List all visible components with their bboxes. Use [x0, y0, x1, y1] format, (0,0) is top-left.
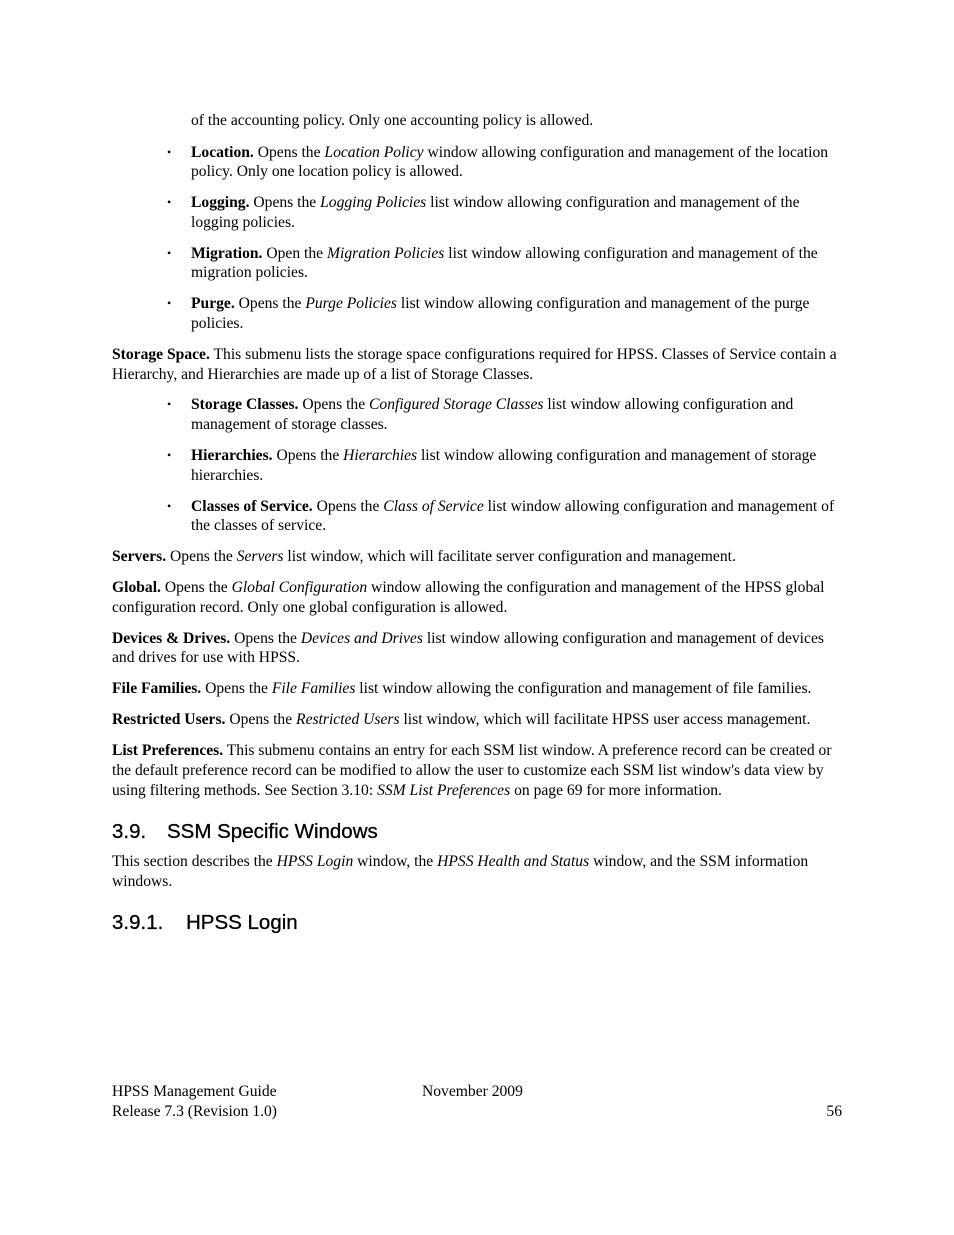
- section-number: 3.9.: [112, 820, 147, 844]
- window-name: Configured Storage Classes: [369, 396, 544, 414]
- list-item: [191, 395, 847, 434]
- paragraph-text: Opens the: [166, 548, 237, 566]
- paragraph-text: This section describes the: [112, 853, 277, 871]
- item-text: list window allowing configuration and management of the logging policies.: [191, 194, 800, 231]
- item-term: Classes of Service.: [191, 497, 313, 515]
- section-reference: SSM List Preferences: [377, 781, 511, 799]
- window-name: Purge Policies: [305, 295, 398, 313]
- storage-bullet-list: [112, 395, 847, 535]
- paragraph-text: window, and the SSM information windows.: [112, 853, 809, 890]
- item-term: Migration.: [191, 244, 263, 262]
- item-text: Opens the: [234, 295, 306, 313]
- paragraph-term: File Families.: [112, 680, 202, 698]
- storage-space-paragraph: [112, 345, 847, 384]
- restricted-users-paragraph: [112, 710, 847, 730]
- item-term: Logging.: [191, 194, 250, 212]
- document-body: [112, 111, 847, 943]
- item-term: Hierarchies.: [191, 447, 273, 465]
- section-number: 3.9.1.: [112, 911, 164, 935]
- paragraph-text: This submenu lists the storage space configurations required for HPSS. Classes of Service contain a Hierarchy, and Hierarchies are made up of a list of Storage Classes.: [112, 345, 837, 383]
- item-text: list window allowing configuration and management of storage classes.: [191, 396, 794, 434]
- window-name: Servers: [236, 548, 284, 566]
- item-text: window allowing configuration and management of the location policy. Only one location policy is allowed.: [191, 143, 829, 181]
- item-text: Opens the: [298, 396, 370, 414]
- window-name: HPSS Login: [276, 853, 354, 871]
- list-item: [191, 497, 847, 536]
- section-title: SSM Specific Windows: [167, 820, 378, 844]
- paragraph-text: list window allowing configuration and management of devices and drives for use with HPSS.: [112, 629, 824, 667]
- paragraph-text: Opens the: [160, 579, 232, 597]
- window-name: Class of Service: [383, 497, 484, 515]
- window-name: Location Policy: [324, 143, 424, 161]
- window-name: File Families: [271, 680, 356, 698]
- item-text: Opens the: [272, 447, 344, 465]
- item-term: Storage Classes.: [191, 396, 299, 414]
- paragraph-term: Devices & Drives.: [112, 629, 231, 647]
- paragraph-term: Restricted Users.: [112, 711, 226, 729]
- paragraph-term: Global.: [112, 579, 161, 597]
- window-name: Hierarchies: [343, 447, 418, 465]
- devices-drives-paragraph: [112, 629, 847, 668]
- paragraph-term: List Preferences.: [112, 742, 224, 760]
- item-text: list window allowing configuration and management of the purge policies.: [191, 295, 810, 332]
- paragraph-text: window, the: [353, 853, 438, 871]
- paragraph-text: Opens the: [201, 680, 272, 698]
- section-heading-3-9-1: [112, 911, 847, 935]
- item-text: list window allowing configuration and management of the classes of service.: [191, 497, 835, 535]
- file-families-paragraph: [112, 679, 847, 699]
- list-item: [191, 244, 847, 283]
- window-name: Migration Policies: [327, 244, 445, 262]
- footer-guide-title: HPSS Management Guide: [112, 1083, 277, 1100]
- paragraph-text: Opens the: [230, 629, 301, 647]
- window-name: Logging Policies: [320, 194, 427, 212]
- item-text: list window allowing configuration and management of the migration policies.: [191, 244, 818, 282]
- item-text: list window allowing configuration and management of storage hierarchies.: [191, 447, 817, 484]
- item-text: Open the: [262, 244, 327, 262]
- paragraph-term: Storage Space.: [112, 345, 210, 363]
- footer-date: November 2009: [422, 1083, 523, 1100]
- window-name: Devices and Drives: [300, 629, 423, 647]
- paragraph-text: window allowing the configuration and management of the HPSS global configuration record. Only one global configuration is allowed.: [112, 579, 825, 616]
- list-item: [191, 294, 847, 333]
- window-name: Restricted Users: [296, 711, 400, 729]
- page-number: 56: [826, 1103, 842, 1120]
- section-intro: [112, 852, 847, 891]
- paragraph-text: list window allowing the configuration and management of file families.: [355, 680, 812, 698]
- paragraph-text: Opens the: [225, 711, 297, 729]
- item-text: Opens the: [253, 143, 325, 161]
- paragraph-text: list window, which will facilitate HPSS user access management.: [399, 711, 811, 729]
- section-title: HPSS Login: [186, 911, 298, 935]
- list-item: [191, 193, 847, 232]
- item-text: Opens the: [312, 497, 384, 515]
- list-item: [191, 446, 847, 485]
- page-footer: [112, 1082, 842, 1122]
- window-name: Global Configuration: [231, 579, 368, 597]
- intro-continuation: of the accounting policy. Only one accounting policy is allowed.: [191, 112, 594, 129]
- list-preferences-paragraph: [112, 741, 847, 800]
- policy-bullet-list: [112, 143, 847, 334]
- list-item: [191, 143, 847, 182]
- item-term: Purge.: [191, 295, 235, 313]
- item-term: Location.: [191, 143, 254, 161]
- paragraph-term: Servers.: [112, 548, 167, 566]
- global-paragraph: [112, 578, 847, 617]
- paragraph-text: This submenu contains an entry for each SSM list window. A preference record can be created or the default preference record can be modified to allow the user to customize each SSM list window's data view by using filtering methods. See Section 3.10:: [112, 742, 832, 799]
- section-heading-3-9: [112, 820, 847, 844]
- window-name: HPSS Health and Status: [437, 853, 590, 871]
- servers-paragraph: [112, 547, 847, 567]
- item-text: Opens the: [249, 194, 321, 212]
- paragraph-text: list window, which will facilitate server configuration and management.: [283, 548, 736, 566]
- paragraph-text: on page 69 for more information.: [510, 781, 722, 799]
- footer-release: Release 7.3 (Revision 1.0): [112, 1103, 277, 1120]
